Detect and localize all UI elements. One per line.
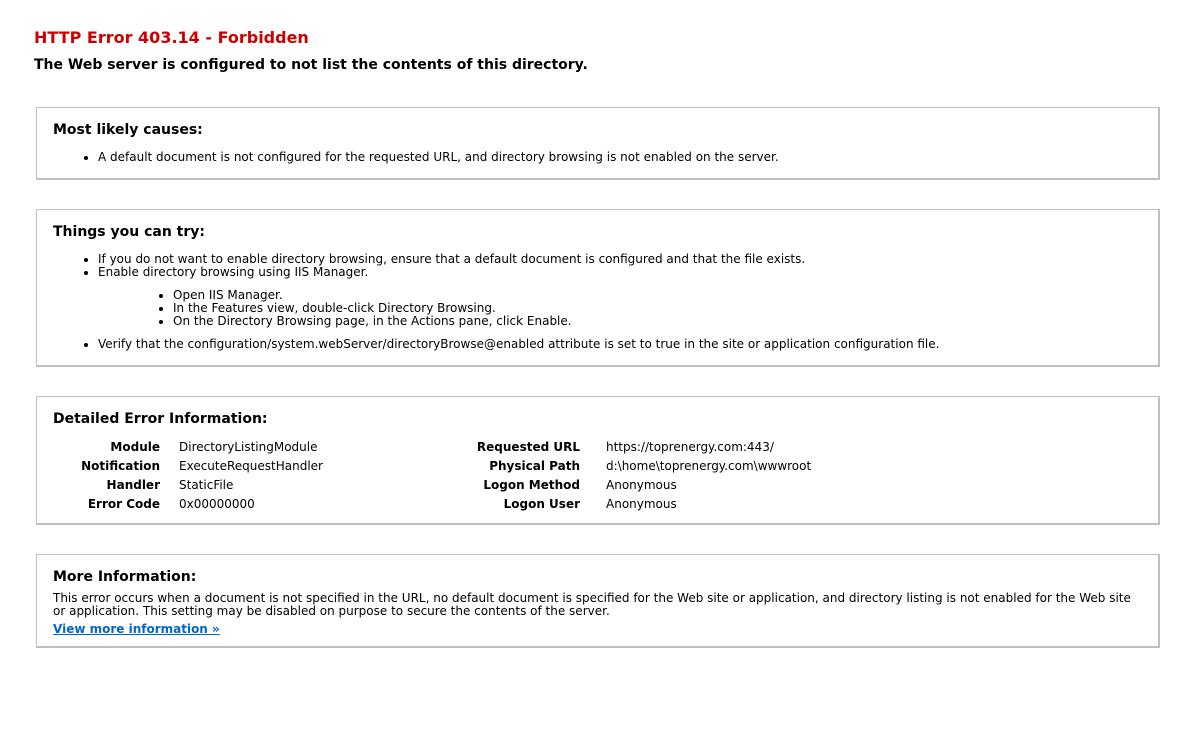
try-item-text: Enable directory browsing using IIS Manager.: [98, 265, 369, 279]
detail-value: 0x00000000: [179, 497, 255, 511]
detail-value: https://toprenergy.com:443/: [606, 440, 774, 454]
detail-label: Requested URL: [476, 440, 580, 454]
detail-value: Anonymous: [606, 497, 677, 511]
more-information-heading: More Information:: [53, 569, 197, 585]
try-item: [98, 266, 1142, 328]
steps-list: [98, 289, 1142, 328]
error-header: [34, 28, 588, 74]
things-to-try-heading: Things you can try:: [53, 224, 206, 240]
cause-item: • A default document is not configured for the requested URL, and directory browsing is not enabled on the server.: [98, 151, 1142, 164]
detail-value: Anonymous: [606, 478, 677, 492]
step-item: • Open IIS Manager.: [173, 289, 1142, 302]
causes-list: [53, 151, 1142, 164]
detail-label: Error Code: [87, 497, 160, 511]
detail-label: Module: [110, 440, 160, 454]
error-title: HTTP Error 403.14 - Forbidden: [34, 28, 309, 47]
detail-label: Physical Path: [489, 459, 580, 473]
detail-value: DirectoryListingModule: [179, 440, 318, 454]
try-item: • If you do not want to enable directory browsing, ensure that a default document is configured and that the file exists.: [98, 253, 1142, 266]
things-to-try-list: [53, 253, 1142, 351]
try-item: • Verify that the configuration/system.webServer/directoryBrowse@enabled attribute is set to true in the site or application configuration file.: [98, 338, 1142, 351]
detailed-error-heading: Detailed Error Information:: [53, 411, 268, 427]
detail-value: ExecuteRequestHandler: [179, 459, 323, 473]
more-information-text: This error occurs when a document is not specified in the URL, no default document is specified for the Web site or application, and directory listing is not enabled for the Web site or application. This setting may be disabled on purpose to secure the contents of the server.: [53, 591, 1131, 618]
view-more-information-link[interactable]: View more information »: [53, 622, 220, 636]
detailed-error-section: [36, 396, 1160, 525]
detail-label: Logon Method: [483, 478, 580, 492]
detail-value: d:\home\toprenergy.com\wwwroot: [606, 459, 812, 473]
step-item: • In the Features view, double-click Directory Browsing.: [173, 302, 1142, 315]
more-information-section: [36, 554, 1160, 648]
detail-value: StaticFile: [179, 478, 234, 492]
detail-label: Handler: [106, 478, 160, 492]
detail-label: Logon User: [503, 497, 580, 511]
step-item: • On the Directory Browsing page, in the Actions pane, click Enable.: [173, 315, 1142, 328]
causes-heading: Most likely causes:: [53, 122, 203, 138]
detail-label: Notification: [81, 459, 160, 473]
causes-section: [36, 107, 1160, 180]
things-to-try-section: [36, 209, 1160, 367]
error-subtitle: The Web server is configured to not list the contents of this directory.: [34, 57, 588, 73]
